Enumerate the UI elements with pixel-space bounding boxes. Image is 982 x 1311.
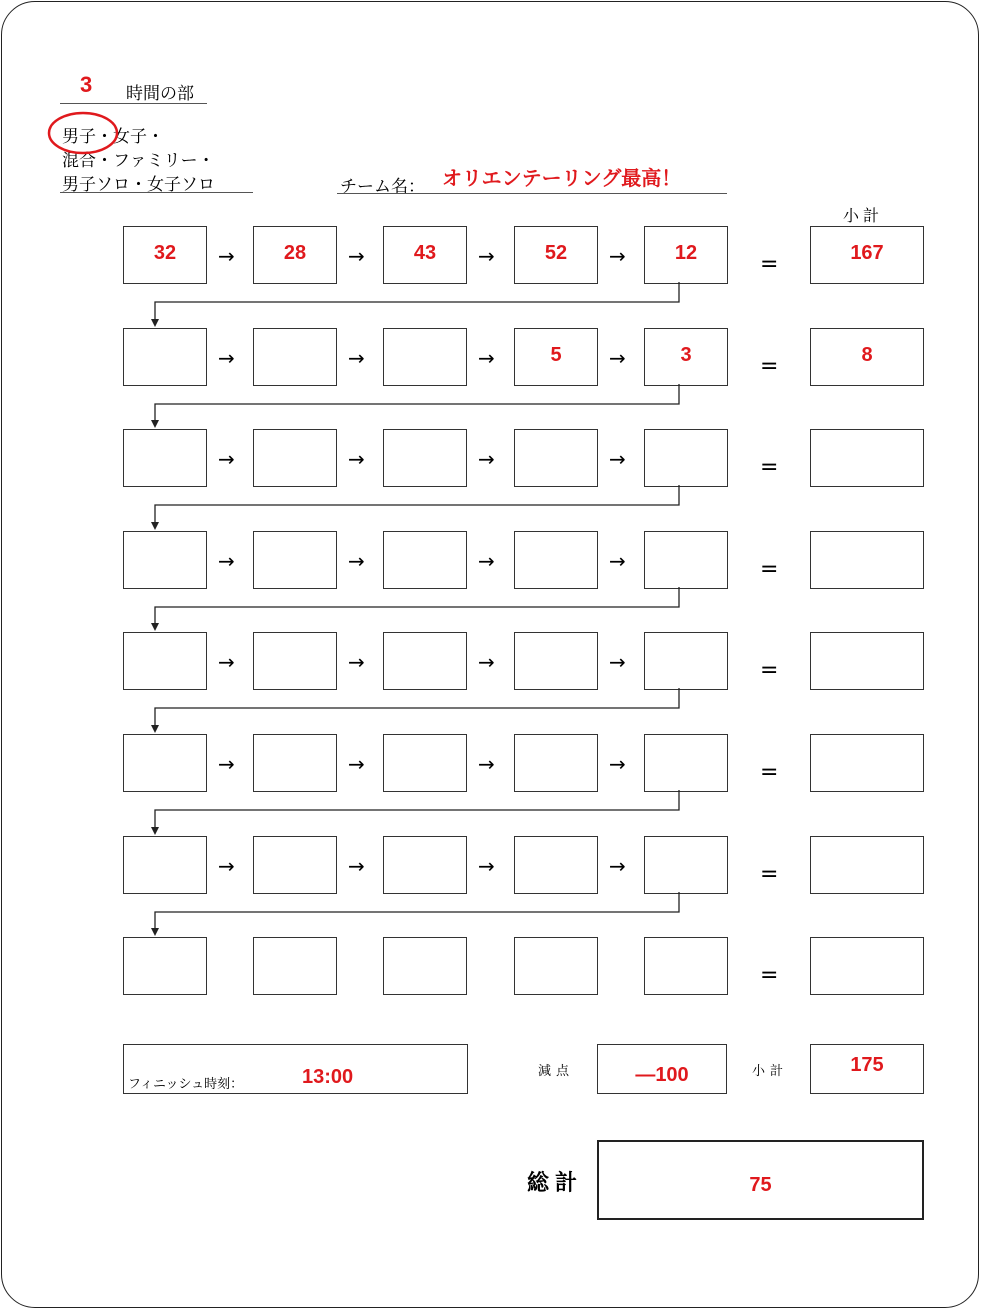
right-arrow-icon: → <box>218 244 235 268</box>
right-arrow-icon: → <box>348 650 365 674</box>
right-arrow-icon: → <box>609 244 626 268</box>
row-subtotal-box[interactable] <box>810 531 924 589</box>
right-arrow-icon: → <box>609 854 626 878</box>
right-arrow-icon: → <box>609 447 626 471</box>
right-arrow-icon: → <box>609 752 626 776</box>
score-cell[interactable] <box>514 632 598 690</box>
equals-sign: = <box>760 760 779 785</box>
row-subtotal-box[interactable] <box>810 836 924 894</box>
penalty-label: 減点 <box>538 1064 575 1079</box>
finish-time-value: 13:00 <box>302 1066 354 1088</box>
equals-sign: = <box>760 252 779 277</box>
score-cell[interactable] <box>644 632 728 690</box>
score-cell[interactable] <box>123 226 207 284</box>
score-cell[interactable] <box>123 531 207 589</box>
right-arrow-icon: → <box>478 447 495 471</box>
score-cell[interactable] <box>644 226 728 284</box>
right-arrow-icon: → <box>609 650 626 674</box>
row-connector-arrow-icon <box>140 790 700 840</box>
score-cell[interactable] <box>123 937 207 995</box>
score-cell[interactable] <box>644 531 728 589</box>
right-arrow-icon: → <box>348 752 365 776</box>
row-subtotal-box[interactable] <box>810 328 924 386</box>
score-cell[interactable] <box>644 937 728 995</box>
grand-total-box <box>597 1140 924 1220</box>
score-cell[interactable] <box>123 734 207 792</box>
score-cell[interactable] <box>123 632 207 690</box>
row-subtotal-value: 167 <box>850 242 884 264</box>
category-line-1: 男子・女子・ <box>62 127 164 147</box>
score-cell-value: 28 <box>283 242 307 264</box>
equals-sign: = <box>760 658 779 683</box>
row-subtotal-box[interactable] <box>810 937 924 995</box>
score-cell[interactable] <box>644 429 728 487</box>
right-arrow-icon: → <box>609 346 626 370</box>
right-arrow-icon: → <box>478 854 495 878</box>
right-arrow-icon: → <box>218 650 235 674</box>
footer-subtotal-box <box>810 1044 924 1094</box>
right-arrow-icon: → <box>609 549 626 573</box>
row-connector-arrow-icon <box>140 587 700 637</box>
row-connector-arrow-icon <box>140 688 700 738</box>
score-cell[interactable] <box>644 734 728 792</box>
hours-label: 時間の部 <box>126 84 194 104</box>
grand-total-value: 75 <box>749 1174 772 1196</box>
right-arrow-icon: → <box>218 854 235 878</box>
score-cell[interactable] <box>514 734 598 792</box>
right-arrow-icon: → <box>348 447 365 471</box>
score-cell-value: 12 <box>674 242 698 264</box>
score-cell[interactable] <box>383 836 467 894</box>
row-connector-arrow-icon <box>140 282 700 332</box>
score-cell[interactable] <box>644 328 728 386</box>
right-arrow-icon: → <box>218 549 235 573</box>
category-line-3: 男子ソロ・女子ソロ <box>62 175 215 195</box>
row-subtotal-box[interactable] <box>810 632 924 690</box>
row-connector-arrow-icon <box>140 485 700 535</box>
score-cell[interactable] <box>514 937 598 995</box>
score-cell-value: 52 <box>544 242 568 264</box>
row-subtotal-box[interactable] <box>810 734 924 792</box>
penalty-value: —100 <box>635 1064 689 1086</box>
score-cell[interactable] <box>383 937 467 995</box>
score-cell[interactable] <box>383 429 467 487</box>
score-cell[interactable] <box>644 836 728 894</box>
score-cell[interactable] <box>514 531 598 589</box>
equals-sign: = <box>760 963 779 988</box>
score-cell[interactable] <box>253 632 337 690</box>
category-line-2: 混合・ファミリー・ <box>62 151 215 171</box>
score-cell[interactable] <box>514 328 598 386</box>
right-arrow-icon: → <box>348 346 365 370</box>
right-arrow-icon: → <box>348 854 365 878</box>
row-connector-arrow-icon <box>140 384 700 434</box>
score-cell[interactable] <box>253 226 337 284</box>
footer-subtotal-value: 175 <box>850 1054 884 1076</box>
row-subtotal-box[interactable] <box>810 226 924 284</box>
right-arrow-icon: → <box>478 549 495 573</box>
grand-total-label: 総計 <box>527 1171 584 1196</box>
score-cell[interactable] <box>123 429 207 487</box>
row-subtotal-value: 8 <box>861 344 873 366</box>
score-cell[interactable] <box>253 937 337 995</box>
score-cell[interactable] <box>514 429 598 487</box>
score-cell-value: 5 <box>550 344 562 366</box>
finish-time-label: フィニッシュ時刻： <box>128 1077 244 1092</box>
team-name-value: オリエンテーリング最高！ <box>442 168 682 190</box>
row-connector-arrow-icon <box>140 892 700 942</box>
finish-time-box <box>123 1044 468 1094</box>
equals-sign: = <box>760 862 779 887</box>
equals-sign: = <box>760 354 779 379</box>
row-subtotal-box[interactable] <box>810 429 924 487</box>
footer-subtotal-label: 小計 <box>752 1064 789 1079</box>
score-cell[interactable] <box>383 734 467 792</box>
right-arrow-icon: → <box>478 752 495 776</box>
score-cell[interactable] <box>383 226 467 284</box>
score-cell[interactable] <box>383 328 467 386</box>
score-cell[interactable] <box>514 226 598 284</box>
score-cell[interactable] <box>383 632 467 690</box>
hours-underline <box>60 103 207 104</box>
score-cell[interactable] <box>514 836 598 894</box>
category-underline <box>60 192 253 193</box>
score-cell-value: 3 <box>680 344 692 366</box>
score-cell[interactable] <box>253 328 337 386</box>
score-cell[interactable] <box>253 429 337 487</box>
subtotal-column-header: 小計 <box>843 206 884 225</box>
equals-sign: = <box>760 557 779 582</box>
right-arrow-icon: → <box>348 244 365 268</box>
score-cell[interactable] <box>123 836 207 894</box>
score-cell-value: 32 <box>153 242 177 264</box>
hours-value: 3 <box>80 72 93 97</box>
score-cell-value: 43 <box>413 242 437 264</box>
score-cell[interactable] <box>383 531 467 589</box>
equals-sign: = <box>760 455 779 480</box>
right-arrow-icon: → <box>478 650 495 674</box>
score-cell[interactable] <box>253 836 337 894</box>
score-cell[interactable] <box>253 734 337 792</box>
right-arrow-icon: → <box>218 752 235 776</box>
team-name-label: チーム名： <box>340 177 425 197</box>
right-arrow-icon: → <box>218 346 235 370</box>
penalty-box <box>597 1044 727 1094</box>
right-arrow-icon: → <box>478 346 495 370</box>
team-name-underline <box>337 193 727 194</box>
score-cell[interactable] <box>123 328 207 386</box>
score-cell[interactable] <box>253 531 337 589</box>
right-arrow-icon: → <box>348 549 365 573</box>
right-arrow-icon: → <box>218 447 235 471</box>
right-arrow-icon: → <box>478 244 495 268</box>
category-selection-circle <box>46 110 120 156</box>
